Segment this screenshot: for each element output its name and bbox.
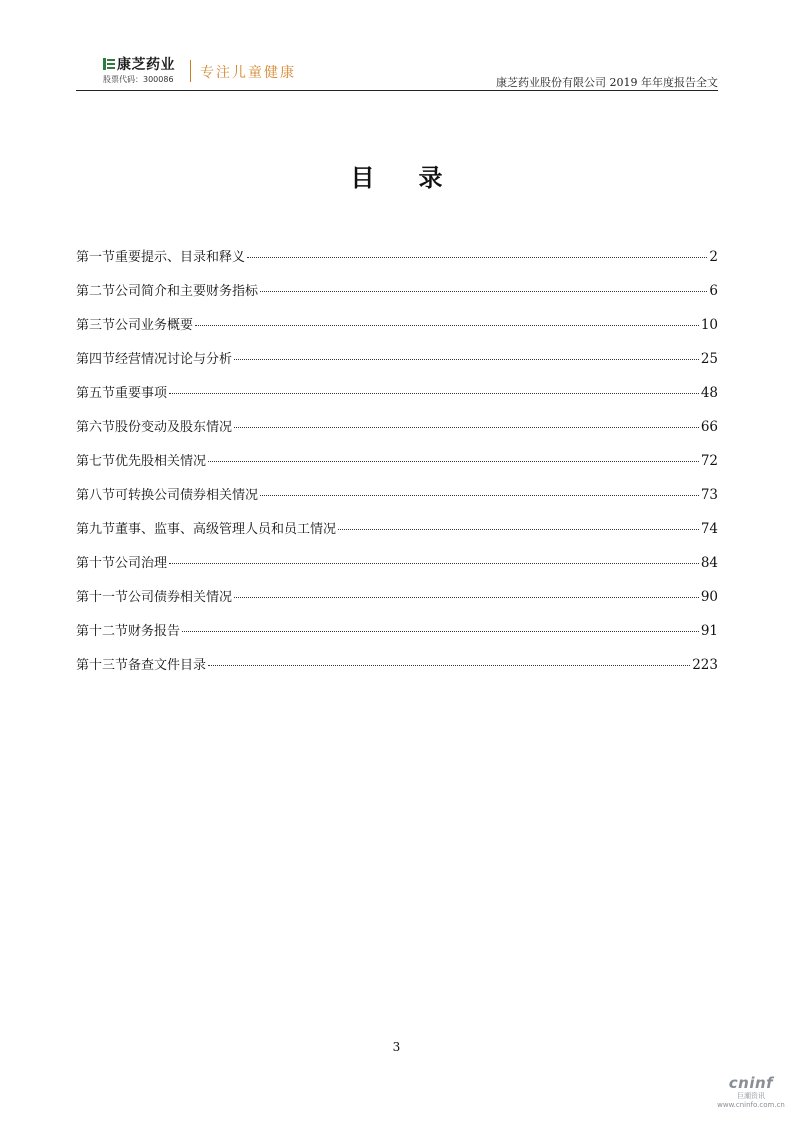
page-number: 3 <box>392 1040 401 1054</box>
toc-entry[interactable] <box>76 518 718 552</box>
toc-dot-leader <box>169 393 699 394</box>
toc-dot-leader <box>234 427 699 428</box>
toc-entry-page: 223 <box>692 657 718 673</box>
toc-dot-leader <box>208 665 690 666</box>
toc-entry[interactable] <box>76 484 718 518</box>
toc-entry-label: 第十二节财务报告 <box>76 624 181 639</box>
company-logo-name: 康芝药业 <box>117 57 175 73</box>
toc-dot-leader <box>195 325 699 326</box>
toc-entry-label: 第五节重要事项 <box>76 386 168 401</box>
toc-dot-leader <box>234 359 699 360</box>
toc-dot-leader <box>247 257 707 258</box>
toc-entry-page: 84 <box>700 555 718 571</box>
toc-entry[interactable] <box>76 382 718 416</box>
logo-divider <box>190 60 191 82</box>
toc-entry[interactable] <box>76 246 718 280</box>
toc-entry-page: 48 <box>700 385 718 401</box>
toc-dot-leader <box>338 529 699 530</box>
toc-entry-label: 第九节董事、监事、高级管理人员和员工情况 <box>76 522 337 537</box>
toc-entry-label: 第三节公司业务概要 <box>76 318 194 333</box>
toc-entry[interactable] <box>76 348 718 382</box>
toc-entry-label: 第八节可转换公司债券相关情况 <box>76 488 259 503</box>
toc-entry-page: 66 <box>700 419 718 435</box>
company-logo-icon <box>103 58 115 70</box>
table-of-contents <box>76 246 718 688</box>
toc-entry-page: 74 <box>700 521 718 537</box>
toc-entry-label: 第二节公司简介和主要财务指标 <box>76 284 259 299</box>
toc-dot-leader <box>169 563 699 564</box>
toc-dot-leader <box>260 495 699 496</box>
page-header <box>76 52 718 91</box>
toc-entry-page: 90 <box>700 589 718 605</box>
toc-entry-page: 25 <box>700 351 718 367</box>
toc-entry-label: 第四节经营情况讨论与分析 <box>76 352 233 367</box>
toc-dot-leader <box>260 291 707 292</box>
toc-entry[interactable] <box>76 586 718 620</box>
toc-entry-label: 第一节重要提示、目录和释义 <box>76 250 246 265</box>
toc-entry-page: 72 <box>700 453 718 469</box>
toc-entry-page: 91 <box>700 623 718 639</box>
report-title: 康芝药业股份有限公司 2019 年年度报告全文 <box>496 76 718 89</box>
toc-entry[interactable] <box>76 416 718 450</box>
toc-entry[interactable] <box>76 280 718 314</box>
watermark-cn-text: 巨潮资讯 <box>737 1092 765 1100</box>
toc-dot-leader <box>234 597 699 598</box>
stock-code: 股票代码：300086 <box>103 75 174 84</box>
toc-entry-page: 10 <box>700 317 718 333</box>
toc-entry[interactable] <box>76 450 718 484</box>
toc-entry-page: 73 <box>700 487 718 503</box>
toc-entry[interactable] <box>76 654 718 688</box>
toc-entry-page: 6 <box>709 283 718 299</box>
toc-heading: 目录 <box>350 164 487 192</box>
toc-entry-label: 第十三节备查文件目录 <box>76 658 207 673</box>
toc-entry-label: 第七节优先股相关情况 <box>76 454 207 469</box>
cninfo-watermark <box>716 1074 786 1110</box>
watermark-logo: cninf <box>728 1074 774 1092</box>
toc-entry[interactable] <box>76 552 718 586</box>
toc-dot-leader <box>208 461 699 462</box>
toc-entry[interactable] <box>76 314 718 348</box>
toc-entry-label: 第十一节公司债券相关情况 <box>76 590 233 605</box>
toc-dot-leader <box>182 631 699 632</box>
toc-entry-label: 第十节公司治理 <box>76 556 168 571</box>
watermark-url: www.cninfo.com.cn <box>717 1101 785 1109</box>
company-slogan: 专注儿童健康 <box>200 65 296 81</box>
toc-entry-label: 第六节股份变动及股东情况 <box>76 420 233 435</box>
toc-entry-page: 2 <box>709 249 718 265</box>
toc-entry[interactable] <box>76 620 718 654</box>
